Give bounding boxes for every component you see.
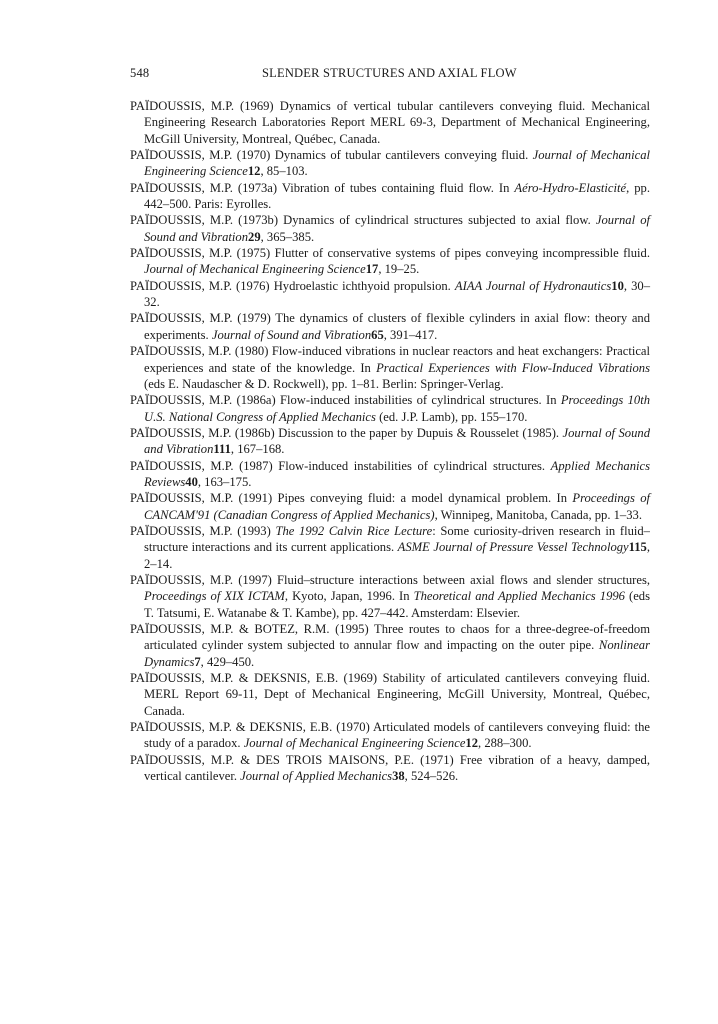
page-number: 548 — [130, 66, 150, 80]
ref-text: Hydroelastic ichthyoid propulsion. — [269, 278, 455, 293]
ref-authors: PAÏDOUSSIS, M.P. (1997) — [130, 572, 272, 587]
reference-entry — [130, 458, 650, 491]
ref-authors: PAÏDOUSSIS, M.P. (1979) — [130, 311, 271, 326]
ref-volume: 7 — [194, 654, 201, 669]
reference-entry — [130, 98, 650, 147]
ref-tail: , 30–32. — [144, 278, 650, 310]
ref-volume: 111 — [213, 442, 231, 457]
reference-entry — [130, 343, 650, 392]
reference-entry — [130, 621, 650, 670]
ref-tail: , Kyoto, Japan, 1996. In — [284, 589, 414, 604]
ref-tail: , pp. 442–500. Paris: Eyrolles. — [144, 180, 650, 212]
ref-tail: , 391–417. — [383, 327, 438, 342]
ref-tail: , 288–300. — [478, 736, 532, 751]
ref-text: Flow-induced vibrations in nuclear reactors and heat exchangers: Practical experiences and state of the knowledge. In — [144, 344, 651, 375]
ref-journal: Theoretical and Applied Mechanics 1996 — [413, 589, 625, 604]
ref-tail: : Some curiosity-driven research in fluid–structure interactions and its current applications. — [144, 523, 650, 555]
reference-entry — [130, 752, 650, 785]
ref-text: Discussion to the paper by Dupuis & Rousselet (1985). — [274, 425, 563, 440]
ref-tail: , 365–385. — [260, 229, 315, 244]
ref-journal: Journal of Mechanical Engineering Science — [144, 262, 366, 277]
ref-text: Dynamics of cylindrical structures subjected to axial flow. — [278, 213, 596, 228]
reference-entry — [130, 245, 650, 278]
ref-volume: 17 — [365, 262, 379, 277]
ref-journal: Nonlinear Dynamics — [144, 638, 650, 669]
ref-text: Stability of articulated cantilevers conveying fluid. MERL Report 69-11, Dept of Mechanical Engineering, McGill University, Montreal, Québec, Canada. — [144, 671, 650, 718]
reference-entry — [130, 719, 650, 752]
ref-authors: PAÏDOUSSIS, M.P. (1969) — [130, 99, 274, 113]
ref-text: Dynamics of tubular cantilevers conveying fluid. — [270, 148, 533, 163]
ref-journal: Aéro-Hydro-Elasticité — [514, 180, 627, 195]
ref-journal: Journal of Sound and Vibration — [211, 327, 372, 342]
ref-authors: PAÏDOUSSIS, M.P. (1970) — [130, 148, 271, 163]
ref-authors: PAÏDOUSSIS, M.P. (1987) — [130, 458, 273, 473]
ref-volume: 65 — [371, 327, 384, 342]
ref-text: Flow-induced instabilities of cylindrical structures. — [272, 458, 551, 473]
ref-authors: PAÏDOUSSIS, M.P. (1973a) — [130, 180, 278, 195]
ref-journal: Proceedings of XIX ICTAM — [144, 589, 285, 604]
reference-entry — [130, 212, 650, 245]
running-title: SLENDER STRUCTURES AND AXIAL FLOW — [262, 66, 517, 80]
ref-authors: PAÏDOUSSIS, M.P. & DES TROIS MAISONS, P.E. (1971) — [130, 752, 454, 767]
reference-entry — [130, 523, 650, 572]
ref-authors: PAÏDOUSSIS, M.P. (1975) — [130, 246, 271, 261]
ref-volume: 115 — [628, 540, 647, 555]
ref-text: The dynamics of clusters of flexible cylinders in axial flow: theory and experiments. — [144, 311, 651, 342]
ref-text: Articulated models of cantilevers conveying fluid: the study of a paradox. — [144, 720, 650, 751]
ref-journal: Journal of Sound and Vibration — [144, 425, 650, 457]
ref-tail: , 2–14. — [144, 540, 650, 571]
reference-list — [130, 98, 650, 784]
ref-tail: , 524–526. — [404, 769, 459, 784]
ref-tail: , Winnipeg, Manitoba, Canada, pp. 1–33. — [434, 507, 642, 522]
ref-authors: PAÏDOUSSIS, M.P. & DEKSNIS, E.B. (1970) — [130, 720, 370, 735]
ref-journal: Journal of Sound and Vibration — [144, 213, 651, 244]
ref-authors: PAÏDOUSSIS, M.P. (1991) — [130, 491, 273, 506]
reference-entry — [130, 425, 650, 458]
ref-authors: PAÏDOUSSIS, M.P. (1976) — [130, 278, 270, 293]
ref-authors: PAÏDOUSSIS, M.P. & BOTEZ, R.M. (1995) — [130, 622, 369, 636]
ref-authors: PAÏDOUSSIS, M.P. (1986b) — [130, 425, 275, 440]
ref-journal: Applied Mechanics Reviews — [144, 458, 650, 489]
reference-entry — [130, 147, 650, 180]
ref-tail: , 167–168. — [230, 442, 285, 457]
ref-volume: 40 — [185, 474, 198, 489]
ref-tail: , 19–25. — [378, 262, 420, 277]
reference-entry — [130, 572, 650, 621]
ref-journal: Practical Experiences with Flow-Induced Vibrations — [376, 360, 650, 375]
ref-authors: PAÏDOUSSIS, M.P. (1986a) — [130, 393, 276, 408]
ref-authors: PAÏDOUSSIS, M.P. (1973b) — [130, 213, 279, 228]
ref-journal: Proceedings of CANCAM'91 (Canadian Congress of Applied Mechanics) — [144, 491, 650, 522]
ref-text: Vibration of tubes containing fluid flow. In — [277, 180, 515, 195]
ref-journal: AIAA Journal of Hydronautics — [454, 278, 612, 293]
reference-entry — [130, 278, 650, 311]
ref-text: Dynamics of vertical tubular cantilevers conveying fluid. Mechanical Engineering Research Laboratories Report MERL 69-3, Department of Mechanical Engineering, McGill University, Montreal, Québec, Canada. — [144, 99, 650, 146]
ref-tail: , 163–175. — [197, 474, 252, 489]
ref-tail: , 429–450. — [200, 654, 255, 669]
reference-entry — [130, 392, 650, 425]
ref-journal: Proceedings 10th U.S. National Congress of Applied Mechanics — [144, 393, 650, 424]
ref-journal: The 1992 Calvin Rice Lecture — [275, 523, 433, 538]
ref-volume: 10 — [611, 278, 624, 293]
ref-text: Flow-induced instabilities of cylindrical structures. In — [275, 393, 561, 408]
ref-journal: Journal of Mechanical Engineering Science — [243, 736, 466, 751]
ref-volume: 38 — [392, 769, 405, 784]
reference-entry — [130, 310, 650, 343]
ref-tail: , 85–103. — [260, 164, 308, 179]
ref-text: Three routes to chaos for a three-degree-of-freedom articulated cylinder system subjected to annular flow and impacting on the outer pipe. — [144, 622, 651, 653]
running-header — [130, 66, 650, 86]
ref-tail: (ed. J.P. Lamb), pp. 155–170. — [375, 409, 528, 424]
ref-authors: PAÏDOUSSIS, M.P. (1980) — [130, 344, 269, 359]
reference-entry — [130, 670, 650, 719]
reference-entry — [130, 490, 650, 523]
ref-authors: PAÏDOUSSIS, M.P. & DEKSNIS, E.B. (1969) — [130, 671, 378, 686]
ref-tail: (eds E. Naudascher & D. Rockwell), pp. 1–81. Berlin: Springer-Verlag. — [144, 376, 504, 391]
ref-volume: 12 — [465, 736, 479, 751]
ref-journal: Journal of Mechanical Engineering Science — [144, 148, 650, 179]
ref-tail: (eds T. Tatsumi, E. Watanabe & T. Kambe), pp. 427–442. Amsterdam: Elsevier. — [144, 589, 650, 620]
ref-text: Fluid–structure interactions between axial flows and slender structures, — [271, 572, 651, 587]
ref-journal: Journal of Applied Mechanics — [240, 769, 393, 784]
ref-journal: ASME Journal of Pressure Vessel Technology — [397, 540, 629, 555]
ref-volume: 29 — [248, 229, 261, 244]
ref-volume: 12 — [247, 164, 261, 179]
reference-entry — [130, 180, 650, 213]
ref-text: Flutter of conservative systems of pipes conveying incompressible fluid. — [270, 246, 651, 261]
ref-text: Pipes conveying fluid: a model dynamical problem. In — [272, 491, 573, 506]
ref-text: Free vibration of a heavy, damped, vertical cantilever. — [144, 752, 650, 784]
ref-authors: PAÏDOUSSIS, M.P. (1993) — [130, 523, 271, 538]
